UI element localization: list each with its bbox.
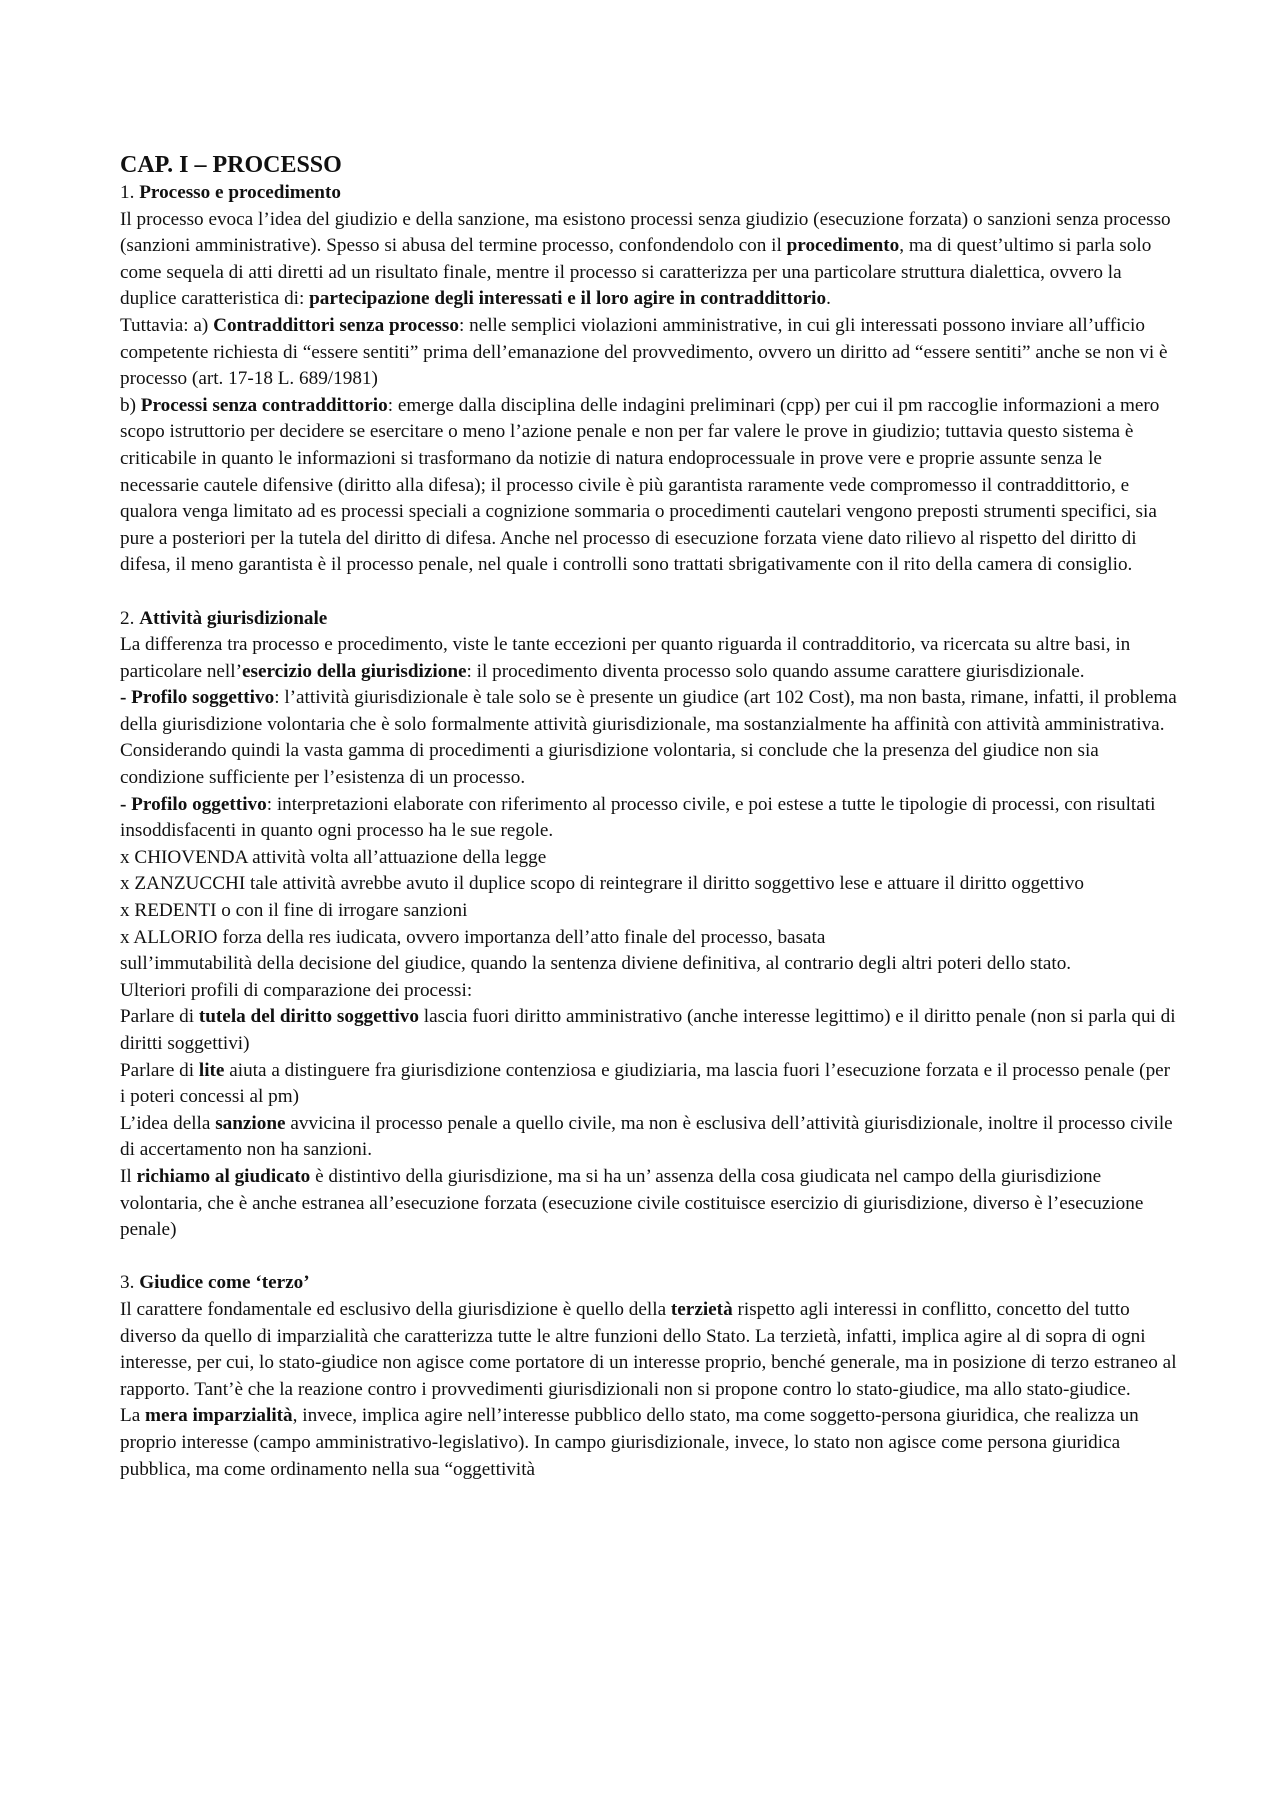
text: è distintivo della giurisdizione, ma si ha un’ assenza della cosa giudicata nel campo della giurisdizione volontaria, che è anche estranea all’esecuzione forzata (esecuzione civile costituisce esercizio di giurisdizione, diverso è l’esecuzione penale) (120, 1165, 1144, 1241)
comparison-item (120, 1164, 1180, 1244)
bold-term: terzietà (670, 1298, 733, 1320)
paragraph (120, 685, 1180, 791)
text: : il procedimento diventa processo solo quando assume carattere giurisdizionale. (466, 660, 1085, 682)
bold-term: - Profilo oggettivo (120, 793, 267, 815)
spacer (120, 579, 1180, 606)
document-page (120, 151, 1180, 1483)
paragraph (120, 1297, 1180, 1403)
bold-term: procedimento (786, 235, 900, 257)
list-item: x CHIOVENDA attività volta all’attuazione della legge (120, 846, 547, 868)
text: : l’attività giurisdizionale è tale solo se è presente un giudice (art 102 Cost), ma non basta, rimane, infatti, il problema della giurisdizione volontaria che è solo formalmente attività giurisdizionale, ma sostanzialmente ha affinità con attività amministrativa. Considerando quindi la vasta gamma di procedimenti a giurisdizione volontaria, si conclude che la presenza del giudice non sia condizione sufficiente per l’esistenza di un processo. (120, 687, 1177, 789)
text: Il (120, 1165, 137, 1187)
text: Il processo evoca l’idea del giudizio e della sanzione, ma esistono processi senza giudizio (esecuzione forzata) o sanzioni senza processo (sanzioni amministrative). Spesso si abusa del termine processo, confondendolo con il (120, 208, 1171, 257)
paragraph (120, 393, 1180, 579)
text: Tuttavia: a) (120, 314, 214, 336)
bold-term: sanzione (215, 1112, 286, 1134)
text: . (826, 288, 831, 310)
section-1-heading (120, 180, 1180, 207)
text: La (120, 1405, 146, 1427)
comparison-item (120, 1058, 1180, 1111)
spacer (120, 1244, 1180, 1271)
text: b) (120, 394, 141, 416)
comparison-item (120, 1111, 1180, 1164)
list-item: x REDENTI o con il fine di irrogare sanzioni (120, 900, 468, 922)
text: Parlare di (120, 1059, 199, 1081)
text: Il carattere fondamentale ed esclusivo della giurisdizione è quello della (120, 1298, 671, 1320)
section-2-heading (120, 606, 1180, 633)
text: : nelle semplici violazioni amministrative, in cui gli interessati possono inviare all’ufficio competente richiesta di “essere sentiti” prima dell’emanazione del provvedimento, ovvero un diritto ad “essere sentiti” anche se non vi è processo (art. 17-18 L. 689/1981) (120, 314, 1168, 390)
bold-term: partecipazione degli interessati e il loro agire in contraddittorio (309, 288, 827, 310)
bold-term: richiamo al giudicato (136, 1165, 311, 1187)
bold-term: Processi senza contraddittorio (140, 394, 388, 416)
text: La differenza tra processo e procedimento, viste le tante eccezioni per quanto riguarda il contradditorio, va ricercata su altre basi, in particolare nell’ (120, 634, 1131, 682)
text: : emerge dalla disciplina delle indagini preliminari (cpp) per cui il pm raccoglie informazioni a mero scopo istruttorio per decidere se esercitare o meno l’azione penale e non per far valere le prove in giudizio; tuttavia questo sistema è criticabile in quanto le informazioni si trasformano da notizie di natura endoprocessuale in prove vere e proprie assunte senza le necessarie cautele difensive (diritto alla difesa); il processo civile è più garantista raramente vede compromesso il contraddittorio, e qualora venga limitato ad es processi speciali a cognizione sommaria o procedimenti cautelari vengono preposti strumenti specifici, sia pure a posteriori per la tutela del diritto di difesa. Anche nel processo di esecuzione forzata viene dato rilievo al rispetto del diritto di difesa, il meno garantista è il processo penale, nel quale i controlli sono trattati sbrigativamente con il rito della camera di consiglio. (120, 394, 1160, 576)
paragraph (120, 313, 1180, 393)
comparison-item (120, 1004, 1180, 1057)
bold-term: - Profilo soggettivo (120, 687, 275, 709)
text: avvicina il processo penale a quello civile, ma non è esclusiva dell’attività giurisdizionale, inoltre il processo civile di accertamento non ha sanzioni. (120, 1112, 1173, 1161)
bold-term: mera imparzialità (145, 1405, 293, 1427)
text: rispetto agli interessi in conflitto, concetto del tutto diverso da quello di imparzialità che caratterizza tutte le altre funzioni dello Stato. La terzietà, infatti, implica agire al di sopra di ogni interesse, per cui, lo stato-giudice non agisce come portatore di un interesse proprio, benché generale, ma in posizione di terzo estraneo al rapporto. Tant’è che la reazione contro i provvedimenti giurisdizionali non si propone contro lo stato-giudice, ma allo stato-giudice. (120, 1298, 1177, 1400)
text: L’idea della (120, 1112, 216, 1134)
section-number: 3. (120, 1272, 140, 1294)
text: , ma di quest’ultimo si parla solo come sequela di atti diretti ad un risultato finale, mentre il processo si caratterizza per una particolare struttura dialettica, ovvero la duplice caratteristica di: (120, 235, 1152, 310)
bold-term: esercizio della giurisdizione (241, 660, 467, 682)
paragraph (120, 207, 1180, 313)
section-title: Processo e procedimento (139, 182, 341, 203)
bold-term: Contraddittori senza processo (213, 314, 459, 336)
chapter-title: CAP. I – PROCESSO (120, 152, 342, 178)
paragraph (120, 792, 1180, 845)
section-title: Giudice come ‘terzo’ (139, 1272, 310, 1294)
section-number: 1. (120, 182, 140, 203)
paragraph: sull’immutabilità della decisione del giudice, quando la sentenza diviene definitiva, al contrario degli altri poteri dello stato. (120, 953, 1072, 975)
list-item: x ZANZUCCHI tale attività avrebbe avuto il duplice scopo di reintegrare il diritto soggettivo lese e attuare il diritto oggettivo (120, 873, 1084, 895)
section-3-heading (120, 1270, 1180, 1297)
list-item: x ALLORIO forza della res iudicata, ovvero importanza dell’atto finale del processo, basata (120, 926, 826, 948)
text: Parlare di (120, 1006, 199, 1028)
section-title: Attività giurisdizionale (139, 607, 328, 629)
text: : interpretazioni elaborate con riferimento al processo civile, e poi estese a tutte le tipologie di processi, con risultati insoddisfacenti in quanto ogni processo ha le sue regole. (120, 793, 1156, 842)
text: , invece, implica agire nell’interesse pubblico dello stato, ma come soggetto-persona giuridica, che realizza un proprio interesse (campo amministrativo-legislativo). In campo giurisdizionale, invece, lo stato non agisce come persona giuridica pubblica, ma come ordinamento nella sua “oggettività (120, 1405, 1139, 1480)
paragraph (120, 1403, 1180, 1483)
paragraph (120, 632, 1180, 685)
text: lascia fuori diritto amministrativo (anche interesse legittimo) e il diritto penale (non si parla qui di diritti soggettivi) (120, 1006, 1176, 1054)
bold-term: lite (198, 1059, 225, 1081)
section-number: 2. (120, 607, 140, 629)
paragraph: Ulteriori profili di comparazione dei processi: (120, 979, 473, 1001)
bold-term: tutela del diritto soggettivo (198, 1006, 419, 1028)
text: aiuta a distinguere fra giurisdizione contenziosa e giudiziaria, ma lascia fuori l’esecuzione forzata e il processo penale (per i poteri concessi al pm) (120, 1059, 1171, 1108)
